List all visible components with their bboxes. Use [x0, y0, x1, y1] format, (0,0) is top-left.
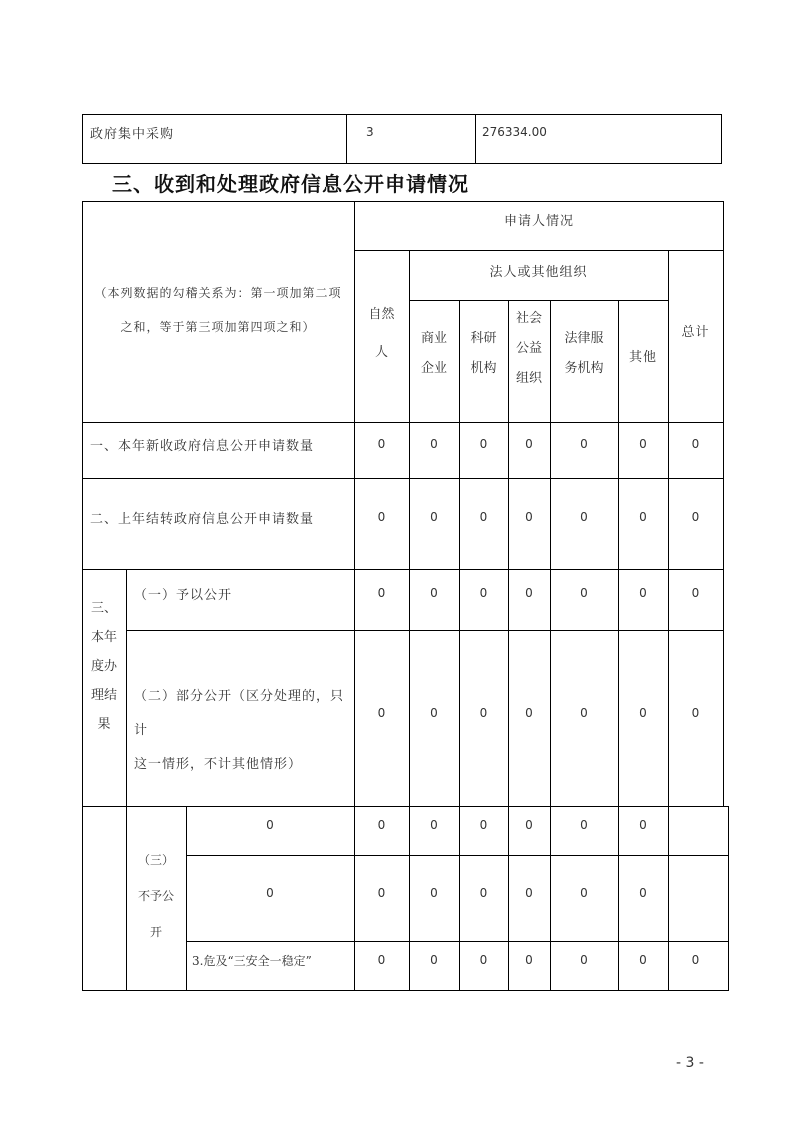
research-header: 科研 机构 [470, 331, 497, 376]
value-cell-r3a-6: 0 [691, 586, 700, 600]
value-cell-r3b-3: 0 [525, 706, 533, 720]
value-cell-r3c2-2: 0 [479, 886, 488, 900]
row-partial-label: （二）部分公开（区分处理的，只计 这一情形，不计其他情形） [134, 689, 345, 772]
value-cell-r3c3-5: 0 [639, 953, 647, 967]
value-cell-r3c1-4: 0 [580, 818, 588, 832]
value-cell-r3b-4: 0 [580, 706, 588, 720]
row-endanger-label: 3.危及“三安全一稳定” [192, 953, 312, 968]
row-disclosed-label: （一）予以公开 [134, 587, 233, 603]
value-cell-r2-2: 0 [479, 510, 488, 524]
value-cell-r1-4: 0 [580, 437, 588, 451]
section-title: 三、收到和处理政府信息公开申请情况 [112, 172, 469, 196]
value-cell-r3c1-1: 0 [430, 818, 438, 832]
value-cell-r3c3-2: 0 [479, 953, 488, 967]
value-cell-r3b-6: 0 [691, 706, 700, 720]
procurement-label: 政府集中采购 [90, 126, 175, 142]
value-cell-r2-5: 0 [639, 510, 647, 524]
row-not-disclosed-1-label: 0 [266, 818, 274, 832]
row-carried-over-label: 二、上年结转政府信息公开申请数量 [90, 511, 315, 527]
value-cell-r1-5: 0 [639, 437, 647, 451]
value-cell-r3b-1: 0 [430, 706, 438, 720]
value-cell-r3b-2: 0 [479, 706, 488, 720]
public-welfare-header: 社会 公益 组织 [515, 311, 542, 386]
row-not-disclosed-2-label: 0 [266, 886, 274, 900]
value-cell-r3a-0: 0 [377, 586, 386, 600]
value-cell-r1-3: 0 [525, 437, 533, 451]
value-cell-r2-3: 0 [525, 510, 533, 524]
procurement-count: 3 [366, 125, 374, 139]
value-cell-r3a-5: 0 [639, 586, 647, 600]
value-cell-r3a-2: 0 [479, 586, 488, 600]
procurement-amount: 276334.00 [482, 125, 547, 139]
value-cell-r3a-3: 0 [525, 586, 533, 600]
value-cell-r3c1-0: 0 [377, 818, 386, 832]
value-cell-r3c3-1: 0 [430, 953, 438, 967]
value-cell-r3c2-0: 0 [377, 886, 386, 900]
value-cell-r1-2: 0 [479, 437, 488, 451]
value-cell-r2-0: 0 [377, 510, 386, 524]
value-cell-r3c3-0: 0 [377, 953, 386, 967]
value-cell-r1-0: 0 [377, 437, 386, 451]
row-group-not-disclosed-label: （三） 不予公 开 [137, 853, 174, 939]
value-cell-r3c1-5: 0 [639, 818, 647, 832]
value-cell-r3a-4: 0 [580, 586, 588, 600]
natural-person-header: 自然 人 [368, 307, 395, 360]
row-group-results-label: 三、 本年 度办 理结 果 [90, 601, 117, 732]
value-cell-r3c3-4: 0 [580, 953, 588, 967]
value-cell-r3c3-3: 0 [525, 953, 533, 967]
value-cell-r3c2-4: 0 [580, 886, 588, 900]
value-cell-r2-6: 0 [691, 510, 700, 524]
value-cell-r1-1: 0 [430, 437, 438, 451]
other-header: 其他 [628, 349, 657, 365]
value-cell-r3c3-6: 0 [691, 953, 700, 967]
value-cell-r3c1-3: 0 [525, 818, 533, 832]
row-new-requests-label: 一、本年新收政府信息公开申请数量 [90, 438, 315, 454]
value-cell-r2-1: 0 [430, 510, 438, 524]
value-cell-r3c2-3: 0 [525, 886, 533, 900]
header-note: （本列数据的勾稽关系为：第一项加第二项 之和，等于第三项加第四项之和） [94, 286, 342, 334]
law-service-header: 法律服 务机构 [564, 331, 604, 376]
value-cell-r3b-0: 0 [377, 706, 386, 720]
value-cell-r3c2-1: 0 [430, 886, 438, 900]
total-header: 总计 [681, 324, 710, 340]
value-cell-r3c1-2: 0 [479, 818, 488, 832]
legal-header: 法人或其他组织 [489, 264, 588, 280]
applicant-header: 申请人情况 [503, 213, 574, 229]
page-number: - 3 - [676, 1055, 704, 1071]
value-cell-r3c2-5: 0 [639, 886, 647, 900]
business-header: 商业 企业 [420, 331, 447, 376]
value-cell-r1-6: 0 [691, 437, 700, 451]
value-cell-r3a-1: 0 [430, 586, 438, 600]
value-cell-r3b-5: 0 [639, 706, 647, 720]
value-cell-r2-4: 0 [580, 510, 588, 524]
